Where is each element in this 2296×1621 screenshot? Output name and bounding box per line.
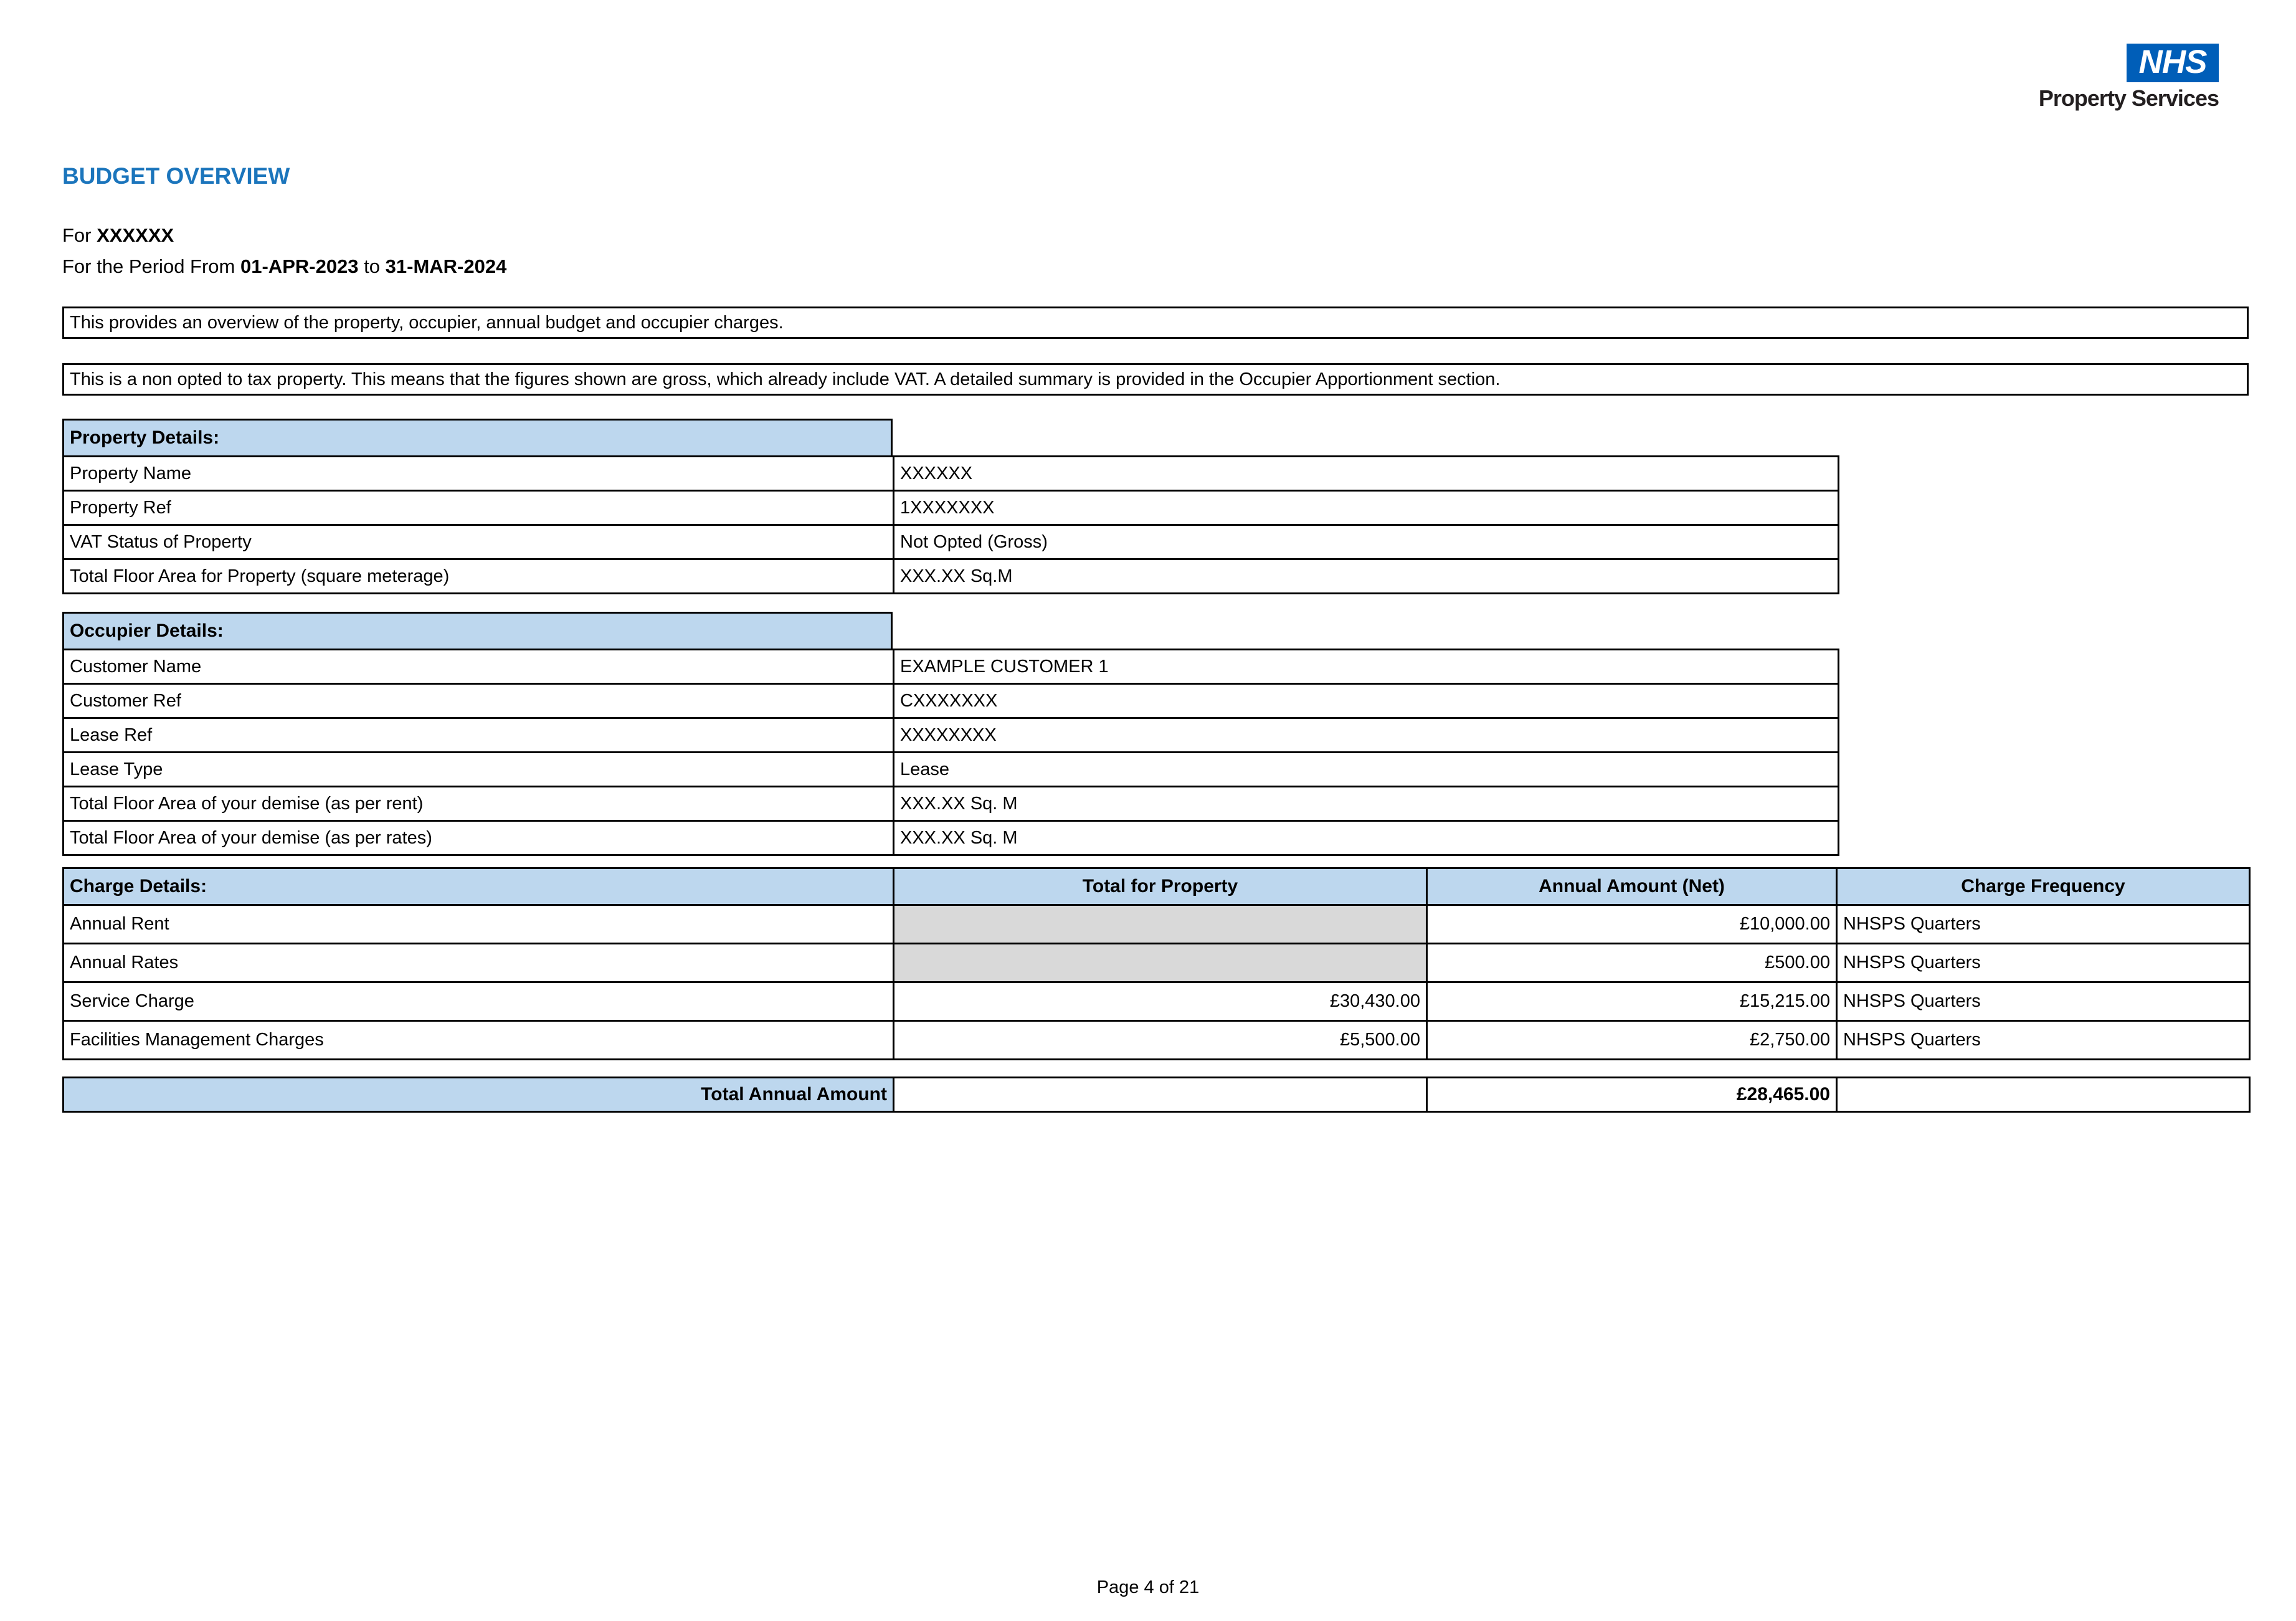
occupier-details-table <box>62 649 1839 856</box>
page-title: BUDGET OVERVIEW <box>62 163 290 189</box>
charge-frequency: NHSPS Quarters <box>1837 1021 2250 1060</box>
overview-notice: This provides an overview of the property, occupier, annual budget and occupier charges. <box>62 307 2249 339</box>
row-value: XXXXXXXX <box>894 718 1839 753</box>
charge-annual-amount: £2,750.00 <box>1427 1021 1837 1060</box>
charge-details-section <box>62 867 2251 1060</box>
row-label: Customer Ref <box>64 684 894 718</box>
row-value: XXX.XX Sq.M <box>894 559 1839 594</box>
row-label: Total Floor Area for Property (square meterage) <box>64 559 894 594</box>
row-label: Lease Type <box>64 753 894 787</box>
total-empty-cell <box>894 1078 1427 1112</box>
table-row <box>64 905 2250 944</box>
charge-frequency: NHSPS Quarters <box>1837 905 2250 944</box>
charge-label: Service Charge <box>64 982 894 1021</box>
period-joiner: to <box>364 255 381 277</box>
charge-total-for-property: £5,500.00 <box>894 1021 1427 1060</box>
charge-annual-amount: £500.00 <box>1427 944 1837 982</box>
row-label: VAT Status of Property <box>64 525 894 559</box>
table-row <box>64 1021 2250 1060</box>
charge-total-for-property: £30,430.00 <box>894 982 1427 1021</box>
total-empty-cell <box>1837 1078 2250 1112</box>
charge-label: Annual Rates <box>64 944 894 982</box>
property-details-table <box>62 455 1839 594</box>
charge-header-row <box>64 868 2250 905</box>
table-row <box>64 787 1839 821</box>
row-label: Total Floor Area of your demise (as per rent) <box>64 787 894 821</box>
column-header-total-for-property: Total for Property <box>894 868 1427 905</box>
row-value: XXX.XX Sq. M <box>894 821 1839 855</box>
row-label: Lease Ref <box>64 718 894 753</box>
table-row <box>64 718 1839 753</box>
row-value: XXX.XX Sq. M <box>894 787 1839 821</box>
nhs-logo: NHS <box>2127 44 2219 82</box>
table-row <box>64 650 1839 684</box>
total-annual-amount-value: £28,465.00 <box>1427 1078 1837 1112</box>
table-row <box>64 684 1839 718</box>
charge-annual-amount: £10,000.00 <box>1427 905 1837 944</box>
for-customer-line <box>62 224 174 247</box>
table-row <box>64 753 1839 787</box>
period-prefix: For the Period From <box>62 255 235 277</box>
page-indicator: Page 4 of 21 <box>1096 1577 1200 1597</box>
occupier-details-section <box>62 612 1839 856</box>
table-row <box>64 559 1839 594</box>
period-start-date: 01-APR-2023 <box>240 255 359 277</box>
row-value: EXAMPLE CUSTOMER 1 <box>894 650 1839 684</box>
table-row <box>64 821 1839 855</box>
nhs-property-services-logo <box>2039 44 2219 112</box>
table-row <box>64 457 1839 491</box>
table-row <box>64 944 2250 982</box>
property-details-title: Property Details: <box>62 419 893 457</box>
table-row <box>64 491 1839 525</box>
row-value: CXXXXXXX <box>894 684 1839 718</box>
charge-annual-amount: £15,215.00 <box>1427 982 1837 1021</box>
for-value: XXXXXX <box>97 224 174 246</box>
row-value: XXXXXX <box>894 457 1839 491</box>
charge-label: Facilities Management Charges <box>64 1021 894 1060</box>
total-annual-amount-table <box>62 1077 2251 1113</box>
column-header-annual-amount-net: Annual Amount (Net) <box>1427 868 1837 905</box>
row-value: 1XXXXXXX <box>894 491 1839 525</box>
charge-details-table <box>62 867 2251 1060</box>
total-row <box>64 1078 2250 1112</box>
for-prefix: For <box>62 224 92 246</box>
table-row <box>64 982 2250 1021</box>
charge-label: Annual Rent <box>64 905 894 944</box>
logo-subtitle: Property Services <box>2038 85 2219 111</box>
occupier-details-title: Occupier Details: <box>62 612 893 650</box>
charge-total-for-property <box>894 905 1427 944</box>
charge-total-for-property <box>894 944 1427 982</box>
column-header-charge-frequency: Charge Frequency <box>1837 868 2250 905</box>
table-row <box>64 525 1839 559</box>
charge-frequency: NHSPS Quarters <box>1837 982 2250 1021</box>
row-value: Lease <box>894 753 1839 787</box>
charge-frequency: NHSPS Quarters <box>1837 944 2250 982</box>
period-line <box>62 255 506 278</box>
row-label: Customer Name <box>64 650 894 684</box>
row-label: Total Floor Area of your demise (as per rates) <box>64 821 894 855</box>
row-value: Not Opted (Gross) <box>894 525 1839 559</box>
row-label: Property Ref <box>64 491 894 525</box>
charge-details-title: Charge Details: <box>64 868 894 905</box>
total-annual-amount-section <box>62 1077 2251 1113</box>
row-label: Property Name <box>64 457 894 491</box>
vat-notice: This is a non opted to tax property. This means that the figures shown are gross, which already include VAT. A detailed summary is provided in the Occupier Apportionment section. <box>62 363 2249 396</box>
period-end-date: 31-MAR-2024 <box>385 255 507 277</box>
total-annual-amount-label: Total Annual Amount <box>64 1078 894 1112</box>
property-details-section <box>62 419 1839 594</box>
